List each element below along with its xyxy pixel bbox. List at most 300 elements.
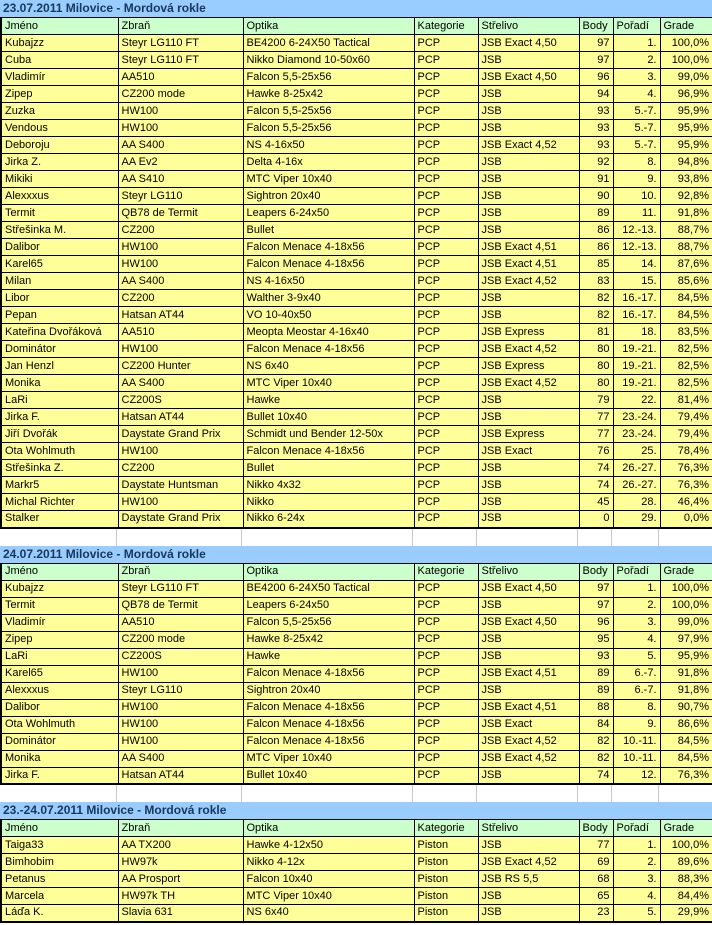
cell-strelivo[interactable]: JSB Exact <box>478 443 579 460</box>
cell-poradi[interactable]: 4. <box>613 86 660 103</box>
cell-jmeno[interactable]: Vladimír <box>1 614 118 631</box>
cell-body[interactable]: 84 <box>579 716 613 733</box>
cell-body[interactable]: 96 <box>579 69 613 86</box>
cell-kategorie[interactable]: PCP <box>414 511 478 528</box>
cell-kategorie[interactable]: PCP <box>414 86 478 103</box>
cell-poradi[interactable]: 19.-21. <box>613 375 660 392</box>
cell-optika[interactable]: BE4200 6-24X50 Tactical <box>243 35 414 52</box>
cell-poradi[interactable]: 9. <box>613 171 660 188</box>
cell-zbran[interactable]: HW100 <box>118 256 243 273</box>
cell-jmeno[interactable]: Zipep <box>1 86 118 103</box>
cell-poradi[interactable]: 15. <box>613 273 660 290</box>
cell-strelivo[interactable]: JSB Exact 4,51 <box>478 256 579 273</box>
cell-kategorie[interactable]: PCP <box>414 205 478 222</box>
cell-grade[interactable]: 85,6% <box>660 273 712 290</box>
cell-body[interactable]: 80 <box>579 375 613 392</box>
cell-poradi[interactable]: 2. <box>613 854 660 871</box>
cell-poradi[interactable]: 2. <box>613 52 660 69</box>
cell-strelivo[interactable]: JSB <box>478 52 579 69</box>
cell-jmeno[interactable]: Láďa K. <box>1 905 118 922</box>
cell-grade[interactable]: 89,6% <box>660 854 712 871</box>
cell-optika[interactable]: Hawke <box>243 648 414 665</box>
cell-zbran[interactable]: AA Prosport <box>118 871 243 888</box>
cell-poradi[interactable]: 10.-11. <box>613 733 660 750</box>
cell-optika[interactable]: Meopta Meostar 4-16x40 <box>243 324 414 341</box>
cell-grade[interactable]: 76,3% <box>660 477 712 494</box>
cell-poradi[interactable]: 4. <box>613 888 660 905</box>
cell-strelivo[interactable]: JSB <box>478 905 579 922</box>
cell-body[interactable]: 0 <box>579 511 613 528</box>
cell-optika[interactable]: Hawke 4-12x50 <box>243 837 414 854</box>
cell-jmeno[interactable]: Marcela <box>1 888 118 905</box>
cell-zbran[interactable]: Daystate Grand Prix <box>118 511 243 528</box>
column-header-strelivo[interactable]: Střelivo <box>478 820 579 837</box>
cell-jmeno[interactable]: Kubajzz <box>1 580 118 597</box>
cell-strelivo[interactable]: JSB <box>478 86 579 103</box>
cell-zbran[interactable]: Steyr LG110 FT <box>118 580 243 597</box>
cell-grade[interactable]: 95,9% <box>660 137 712 154</box>
cell-zbran[interactable]: HW100 <box>118 341 243 358</box>
cell-optika[interactable]: MTC Viper 10x40 <box>243 750 414 767</box>
cell-body[interactable]: 90 <box>579 188 613 205</box>
cell-poradi[interactable]: 18. <box>613 324 660 341</box>
cell-body[interactable]: 74 <box>579 460 613 477</box>
cell-strelivo[interactable]: JSB Exact 4,52 <box>478 375 579 392</box>
cell-strelivo[interactable]: JSB Exact 4,50 <box>478 69 579 86</box>
cell-zbran[interactable]: CZ200 Hunter <box>118 358 243 375</box>
cell-kategorie[interactable]: PCP <box>414 307 478 324</box>
cell-body[interactable]: 74 <box>579 477 613 494</box>
cell-optika[interactable]: Falcon 10x40 <box>243 871 414 888</box>
cell-strelivo[interactable]: JSB <box>478 103 579 120</box>
cell-optika[interactable]: Leapers 6-24x50 <box>243 597 414 614</box>
cell-optika[interactable]: Nikko 6-24x <box>243 511 414 528</box>
cell-kategorie[interactable]: PCP <box>414 443 478 460</box>
cell-strelivo[interactable]: JSB <box>478 460 579 477</box>
cell-kategorie[interactable]: PCP <box>414 631 478 648</box>
cell-optika[interactable]: Sightron 20x40 <box>243 682 414 699</box>
cell-grade[interactable]: 84,4% <box>660 888 712 905</box>
cell-poradi[interactable]: 10.-11. <box>613 750 660 767</box>
cell-strelivo[interactable]: JSB <box>478 767 579 784</box>
column-header-body[interactable]: Body <box>579 563 613 580</box>
cell-body[interactable]: 85 <box>579 256 613 273</box>
cell-jmeno[interactable]: Petanus <box>1 871 118 888</box>
cell-poradi[interactable]: 26.-27. <box>613 460 660 477</box>
cell-poradi[interactable]: 16.-17. <box>613 307 660 324</box>
cell-poradi[interactable]: 4. <box>613 631 660 648</box>
cell-grade[interactable]: 86,6% <box>660 716 712 733</box>
cell-grade[interactable]: 95,9% <box>660 648 712 665</box>
cell-kategorie[interactable]: PCP <box>414 597 478 614</box>
cell-body[interactable]: 45 <box>579 494 613 511</box>
cell-grade[interactable]: 76,3% <box>660 460 712 477</box>
cell-poradi[interactable]: 9. <box>613 716 660 733</box>
cell-body[interactable]: 82 <box>579 733 613 750</box>
cell-kategorie[interactable]: PCP <box>414 716 478 733</box>
cell-poradi[interactable]: 19.-21. <box>613 358 660 375</box>
cell-body[interactable]: 86 <box>579 222 613 239</box>
cell-kategorie[interactable]: PCP <box>414 648 478 665</box>
cell-optika[interactable]: Falcon Menace 4-18x56 <box>243 341 414 358</box>
cell-poradi[interactable]: 14. <box>613 256 660 273</box>
cell-optika[interactable]: Falcon Menace 4-18x56 <box>243 665 414 682</box>
cell-zbran[interactable]: AA510 <box>118 324 243 341</box>
cell-strelivo[interactable]: JSB <box>478 188 579 205</box>
cell-poradi[interactable]: 1. <box>613 580 660 597</box>
cell-grade[interactable]: 91,8% <box>660 682 712 699</box>
cell-optika[interactable]: Falcon Menace 4-18x56 <box>243 733 414 750</box>
cell-zbran[interactable]: Slavia 631 <box>118 905 243 922</box>
cell-body[interactable]: 74 <box>579 767 613 784</box>
cell-zbran[interactable]: Steyr LG110 FT <box>118 52 243 69</box>
cell-grade[interactable]: 76,3% <box>660 767 712 784</box>
cell-kategorie[interactable]: PCP <box>414 273 478 290</box>
cell-kategorie[interactable]: Piston <box>414 837 478 854</box>
cell-optika[interactable]: Falcon Menace 4-18x56 <box>243 239 414 256</box>
cell-jmeno[interactable]: Alexxxus <box>1 682 118 699</box>
cell-body[interactable]: 88 <box>579 699 613 716</box>
column-header-jmeno[interactable]: Jméno <box>1 563 118 580</box>
cell-grade[interactable]: 78,4% <box>660 443 712 460</box>
cell-optika[interactable]: Nikko Diamond 10-50x60 <box>243 52 414 69</box>
cell-poradi[interactable]: 26.-27. <box>613 477 660 494</box>
cell-grade[interactable]: 84,5% <box>660 307 712 324</box>
cell-poradi[interactable]: 3. <box>613 614 660 631</box>
cell-zbran[interactable]: HW100 <box>118 716 243 733</box>
cell-strelivo[interactable]: JSB <box>478 494 579 511</box>
cell-optika[interactable]: Falcon Menace 4-18x56 <box>243 443 414 460</box>
cell-optika[interactable]: Bullet <box>243 460 414 477</box>
session-title[interactable]: 23.07.2011 Milovice - Mordová rokle <box>0 0 712 17</box>
cell-kategorie[interactable]: Piston <box>414 905 478 922</box>
cell-kategorie[interactable]: PCP <box>414 375 478 392</box>
cell-optika[interactable]: Schmidt und Bender 12-50x <box>243 426 414 443</box>
cell-grade[interactable]: 100,0% <box>660 597 712 614</box>
cell-optika[interactable]: Bullet 10x40 <box>243 767 414 784</box>
cell-strelivo[interactable]: JSB <box>478 648 579 665</box>
cell-body[interactable]: 97 <box>579 597 613 614</box>
cell-strelivo[interactable]: JSB <box>478 409 579 426</box>
cell-body[interactable]: 92 <box>579 154 613 171</box>
cell-grade[interactable]: 100,0% <box>660 52 712 69</box>
cell-strelivo[interactable]: JSB Exact 4,50 <box>478 35 579 52</box>
cell-kategorie[interactable]: PCP <box>414 103 478 120</box>
cell-zbran[interactable]: CZ200 <box>118 222 243 239</box>
cell-zbran[interactable]: HW100 <box>118 494 243 511</box>
cell-body[interactable]: 89 <box>579 682 613 699</box>
cell-zbran[interactable]: CZ200 mode <box>118 86 243 103</box>
cell-kategorie[interactable]: PCP <box>414 341 478 358</box>
cell-zbran[interactable]: AA510 <box>118 614 243 631</box>
column-header-optika[interactable]: Optika <box>243 563 414 580</box>
cell-grade[interactable]: 94,8% <box>660 154 712 171</box>
cell-kategorie[interactable]: PCP <box>414 477 478 494</box>
cell-jmeno[interactable]: Stalker <box>1 511 118 528</box>
cell-kategorie[interactable]: PCP <box>414 324 478 341</box>
cell-grade[interactable]: 92,8% <box>660 188 712 205</box>
cell-strelivo[interactable]: JSB <box>478 392 579 409</box>
cell-strelivo[interactable]: JSB <box>478 837 579 854</box>
cell-poradi[interactable]: 5.-7. <box>613 137 660 154</box>
cell-kategorie[interactable]: PCP <box>414 239 478 256</box>
cell-jmeno[interactable]: Libor <box>1 290 118 307</box>
cell-grade[interactable]: 95,9% <box>660 120 712 137</box>
cell-jmeno[interactable]: Termit <box>1 597 118 614</box>
cell-strelivo[interactable]: JSB Express <box>478 358 579 375</box>
cell-poradi[interactable]: 22. <box>613 392 660 409</box>
column-header-jmeno[interactable]: Jméno <box>1 820 118 837</box>
cell-zbran[interactable]: CZ200 <box>118 290 243 307</box>
cell-strelivo[interactable]: JSB Exact 4,52 <box>478 273 579 290</box>
cell-kategorie[interactable]: PCP <box>414 460 478 477</box>
cell-grade[interactable]: 100,0% <box>660 35 712 52</box>
cell-poradi[interactable]: 23.-24. <box>613 409 660 426</box>
cell-body[interactable]: 79 <box>579 392 613 409</box>
cell-optika[interactable]: BE4200 6-24X50 Tactical <box>243 580 414 597</box>
column-header-grade[interactable]: Grade <box>660 820 712 837</box>
cell-body[interactable]: 97 <box>579 580 613 597</box>
cell-zbran[interactable]: HW100 <box>118 103 243 120</box>
cell-strelivo[interactable]: JSB Exact <box>478 716 579 733</box>
cell-poradi[interactable]: 8. <box>613 699 660 716</box>
cell-grade[interactable]: 84,5% <box>660 750 712 767</box>
cell-strelivo[interactable]: JSB Exact 4,52 <box>478 750 579 767</box>
cell-optika[interactable]: Bullet <box>243 222 414 239</box>
cell-kategorie[interactable]: PCP <box>414 426 478 443</box>
cell-jmeno[interactable]: Deboroju <box>1 137 118 154</box>
cell-poradi[interactable]: 6.-7. <box>613 682 660 699</box>
cell-zbran[interactable]: Steyr LG110 <box>118 682 243 699</box>
cell-optika[interactable]: Falcon 5,5-25x56 <box>243 69 414 86</box>
cell-kategorie[interactable]: PCP <box>414 614 478 631</box>
cell-strelivo[interactable]: JSB <box>478 631 579 648</box>
cell-body[interactable]: 93 <box>579 120 613 137</box>
cell-body[interactable]: 95 <box>579 631 613 648</box>
cell-optika[interactable]: Hawke <box>243 392 414 409</box>
cell-strelivo[interactable]: JSB <box>478 205 579 222</box>
cell-zbran[interactable]: Hatsan AT44 <box>118 307 243 324</box>
cell-strelivo[interactable]: JSB <box>478 120 579 137</box>
column-header-kategorie[interactable]: Kategorie <box>414 820 478 837</box>
cell-kategorie[interactable]: PCP <box>414 682 478 699</box>
cell-optika[interactable]: Walther 3-9x40 <box>243 290 414 307</box>
column-header-strelivo[interactable]: Střelivo <box>478 563 579 580</box>
cell-optika[interactable]: Hawke 8-25x42 <box>243 86 414 103</box>
cell-optika[interactable]: MTC Viper 10x40 <box>243 171 414 188</box>
cell-poradi[interactable]: 11. <box>613 205 660 222</box>
cell-body[interactable]: 82 <box>579 290 613 307</box>
cell-zbran[interactable]: CZ200 <box>118 460 243 477</box>
cell-body[interactable]: 80 <box>579 341 613 358</box>
column-header-kategorie[interactable]: Kategorie <box>414 18 478 35</box>
cell-jmeno[interactable]: Dominátor <box>1 341 118 358</box>
cell-body[interactable]: 76 <box>579 443 613 460</box>
cell-body[interactable]: 81 <box>579 324 613 341</box>
cell-strelivo[interactable]: JSB <box>478 154 579 171</box>
cell-poradi[interactable]: 10. <box>613 188 660 205</box>
cell-strelivo[interactable]: JSB Exact 4,52 <box>478 733 579 750</box>
cell-kategorie[interactable]: PCP <box>414 69 478 86</box>
cell-zbran[interactable]: HW100 <box>118 733 243 750</box>
cell-poradi[interactable]: 5. <box>613 648 660 665</box>
cell-poradi[interactable]: 2. <box>613 597 660 614</box>
column-header-poradi[interactable]: Pořadí <box>613 18 660 35</box>
cell-kategorie[interactable]: PCP <box>414 154 478 171</box>
cell-grade[interactable]: 84,5% <box>660 733 712 750</box>
cell-jmeno[interactable]: Vladimír <box>1 69 118 86</box>
column-header-poradi[interactable]: Pořadí <box>613 820 660 837</box>
cell-grade[interactable]: 82,5% <box>660 341 712 358</box>
cell-jmeno[interactable]: Cuba <box>1 52 118 69</box>
cell-optika[interactable]: Falcon 5,5-25x56 <box>243 103 414 120</box>
cell-grade[interactable]: 88,7% <box>660 239 712 256</box>
cell-body[interactable]: 94 <box>579 86 613 103</box>
cell-strelivo[interactable]: JSB Express <box>478 324 579 341</box>
column-header-zbran[interactable]: Zbraň <box>118 820 243 837</box>
cell-zbran[interactable]: CZ200S <box>118 392 243 409</box>
cell-jmeno[interactable]: Ota Wohlmuth <box>1 716 118 733</box>
cell-kategorie[interactable]: Piston <box>414 854 478 871</box>
cell-strelivo[interactable]: JSB Exact 4,51 <box>478 699 579 716</box>
cell-body[interactable]: 83 <box>579 273 613 290</box>
cell-kategorie[interactable]: PCP <box>414 392 478 409</box>
cell-zbran[interactable]: HW100 <box>118 239 243 256</box>
cell-zbran[interactable]: Daystate Huntsman <box>118 477 243 494</box>
cell-grade[interactable]: 93,8% <box>660 171 712 188</box>
cell-jmeno[interactable]: Michal Richter <box>1 494 118 511</box>
cell-poradi[interactable]: 3. <box>613 69 660 86</box>
cell-grade[interactable]: 0,0% <box>660 511 712 528</box>
cell-zbran[interactable]: Steyr LG110 FT <box>118 35 243 52</box>
column-header-poradi[interactable]: Pořadí <box>613 563 660 580</box>
cell-kategorie[interactable]: Piston <box>414 888 478 905</box>
cell-jmeno[interactable]: Karel65 <box>1 256 118 273</box>
cell-optika[interactable]: Falcon Menace 4-18x56 <box>243 699 414 716</box>
cell-body[interactable]: 97 <box>579 35 613 52</box>
cell-optika[interactable]: Falcon Menace 4-18x56 <box>243 716 414 733</box>
cell-optika[interactable]: Falcon 5,5-25x56 <box>243 614 414 631</box>
cell-grade[interactable]: 87,6% <box>660 256 712 273</box>
cell-zbran[interactable]: Steyr LG110 <box>118 188 243 205</box>
cell-zbran[interactable]: Hatsan AT44 <box>118 409 243 426</box>
cell-body[interactable]: 77 <box>579 409 613 426</box>
cell-body[interactable]: 93 <box>579 648 613 665</box>
cell-strelivo[interactable]: JSB <box>478 477 579 494</box>
cell-optika[interactable]: Sightron 20x40 <box>243 188 414 205</box>
cell-grade[interactable]: 82,5% <box>660 375 712 392</box>
cell-jmeno[interactable]: Taiga33 <box>1 837 118 854</box>
cell-optika[interactable]: Leapers 6-24x50 <box>243 205 414 222</box>
cell-kategorie[interactable]: PCP <box>414 767 478 784</box>
cell-optika[interactable]: Nikko 4-12x <box>243 854 414 871</box>
cell-poradi[interactable]: 1. <box>613 837 660 854</box>
cell-zbran[interactable]: AA S410 <box>118 171 243 188</box>
cell-body[interactable]: 23 <box>579 905 613 922</box>
cell-body[interactable]: 65 <box>579 888 613 905</box>
cell-strelivo[interactable]: JSB Exact 4,52 <box>478 137 579 154</box>
session-title[interactable]: 23.-24.07.2011 Milovice - Mordová rokle <box>0 802 712 819</box>
cell-optika[interactable]: Delta 4-16x <box>243 154 414 171</box>
cell-kategorie[interactable]: PCP <box>414 494 478 511</box>
cell-grade[interactable]: 81,4% <box>660 392 712 409</box>
cell-jmeno[interactable]: Ota Wohlmuth <box>1 443 118 460</box>
cell-poradi[interactable]: 5.-7. <box>613 103 660 120</box>
cell-poradi[interactable]: 1. <box>613 35 660 52</box>
cell-jmeno[interactable]: Termit <box>1 205 118 222</box>
session-title[interactable]: 24.07.2011 Milovice - Mordová rokle <box>0 546 712 563</box>
column-header-jmeno[interactable]: Jméno <box>1 18 118 35</box>
cell-jmeno[interactable]: Karel65 <box>1 665 118 682</box>
column-header-strelivo[interactable]: Střelivo <box>478 18 579 35</box>
cell-body[interactable]: 77 <box>579 837 613 854</box>
cell-jmeno[interactable]: Střešinka Z. <box>1 460 118 477</box>
cell-zbran[interactable]: HW100 <box>118 699 243 716</box>
cell-kategorie[interactable]: PCP <box>414 580 478 597</box>
cell-jmeno[interactable]: LaRi <box>1 648 118 665</box>
cell-jmeno[interactable]: Dominátor <box>1 733 118 750</box>
cell-strelivo[interactable]: JSB RS 5,5 <box>478 871 579 888</box>
cell-poradi[interactable]: 16.-17. <box>613 290 660 307</box>
cell-kategorie[interactable]: PCP <box>414 52 478 69</box>
cell-body[interactable]: 82 <box>579 750 613 767</box>
cell-zbran[interactable]: AA S400 <box>118 137 243 154</box>
cell-poradi[interactable]: 23.-24. <box>613 426 660 443</box>
cell-zbran[interactable]: Hatsan AT44 <box>118 767 243 784</box>
cell-poradi[interactable]: 12. <box>613 767 660 784</box>
cell-jmeno[interactable]: Jirka F. <box>1 767 118 784</box>
cell-strelivo[interactable]: JSB <box>478 290 579 307</box>
cell-optika[interactable]: NS 6x40 <box>243 905 414 922</box>
cell-jmeno[interactable]: Pepan <box>1 307 118 324</box>
cell-jmeno[interactable]: Jiří Dvořák <box>1 426 118 443</box>
cell-grade[interactable]: 100,0% <box>660 837 712 854</box>
cell-optika[interactable]: NS 6x40 <box>243 358 414 375</box>
cell-kategorie[interactable]: PCP <box>414 699 478 716</box>
cell-poradi[interactable]: 19.-21. <box>613 341 660 358</box>
column-header-optika[interactable]: Optika <box>243 18 414 35</box>
cell-zbran[interactable]: CZ200 mode <box>118 631 243 648</box>
cell-jmeno[interactable]: Kubajzz <box>1 35 118 52</box>
cell-body[interactable]: 68 <box>579 871 613 888</box>
cell-optika[interactable]: MTC Viper 10x40 <box>243 375 414 392</box>
cell-strelivo[interactable]: JSB Exact 4,52 <box>478 341 579 358</box>
cell-kategorie[interactable]: PCP <box>414 750 478 767</box>
cell-kategorie[interactable]: PCP <box>414 171 478 188</box>
cell-poradi[interactable]: 6.-7. <box>613 665 660 682</box>
cell-zbran[interactable]: HW97k <box>118 854 243 871</box>
cell-poradi[interactable]: 3. <box>613 871 660 888</box>
cell-kategorie[interactable]: PCP <box>414 358 478 375</box>
cell-strelivo[interactable]: JSB <box>478 222 579 239</box>
cell-grade[interactable]: 84,5% <box>660 290 712 307</box>
cell-kategorie[interactable]: PCP <box>414 137 478 154</box>
cell-kategorie[interactable]: PCP <box>414 733 478 750</box>
cell-grade[interactable]: 79,4% <box>660 426 712 443</box>
cell-poradi[interactable]: 5.-7. <box>613 120 660 137</box>
cell-jmeno[interactable]: Markr5 <box>1 477 118 494</box>
cell-jmeno[interactable]: Dalibor <box>1 239 118 256</box>
cell-jmeno[interactable]: Dalibor <box>1 699 118 716</box>
cell-optika[interactable]: NS 4-16x50 <box>243 137 414 154</box>
cell-zbran[interactable]: HW97k TH <box>118 888 243 905</box>
cell-zbran[interactable]: AA Ev2 <box>118 154 243 171</box>
cell-zbran[interactable]: AA510 <box>118 69 243 86</box>
cell-strelivo[interactable]: JSB Exact 4,52 <box>478 854 579 871</box>
cell-strelivo[interactable]: JSB Exact 4,51 <box>478 239 579 256</box>
cell-poradi[interactable]: 25. <box>613 443 660 460</box>
cell-optika[interactable]: Hawke 8-25x42 <box>243 631 414 648</box>
